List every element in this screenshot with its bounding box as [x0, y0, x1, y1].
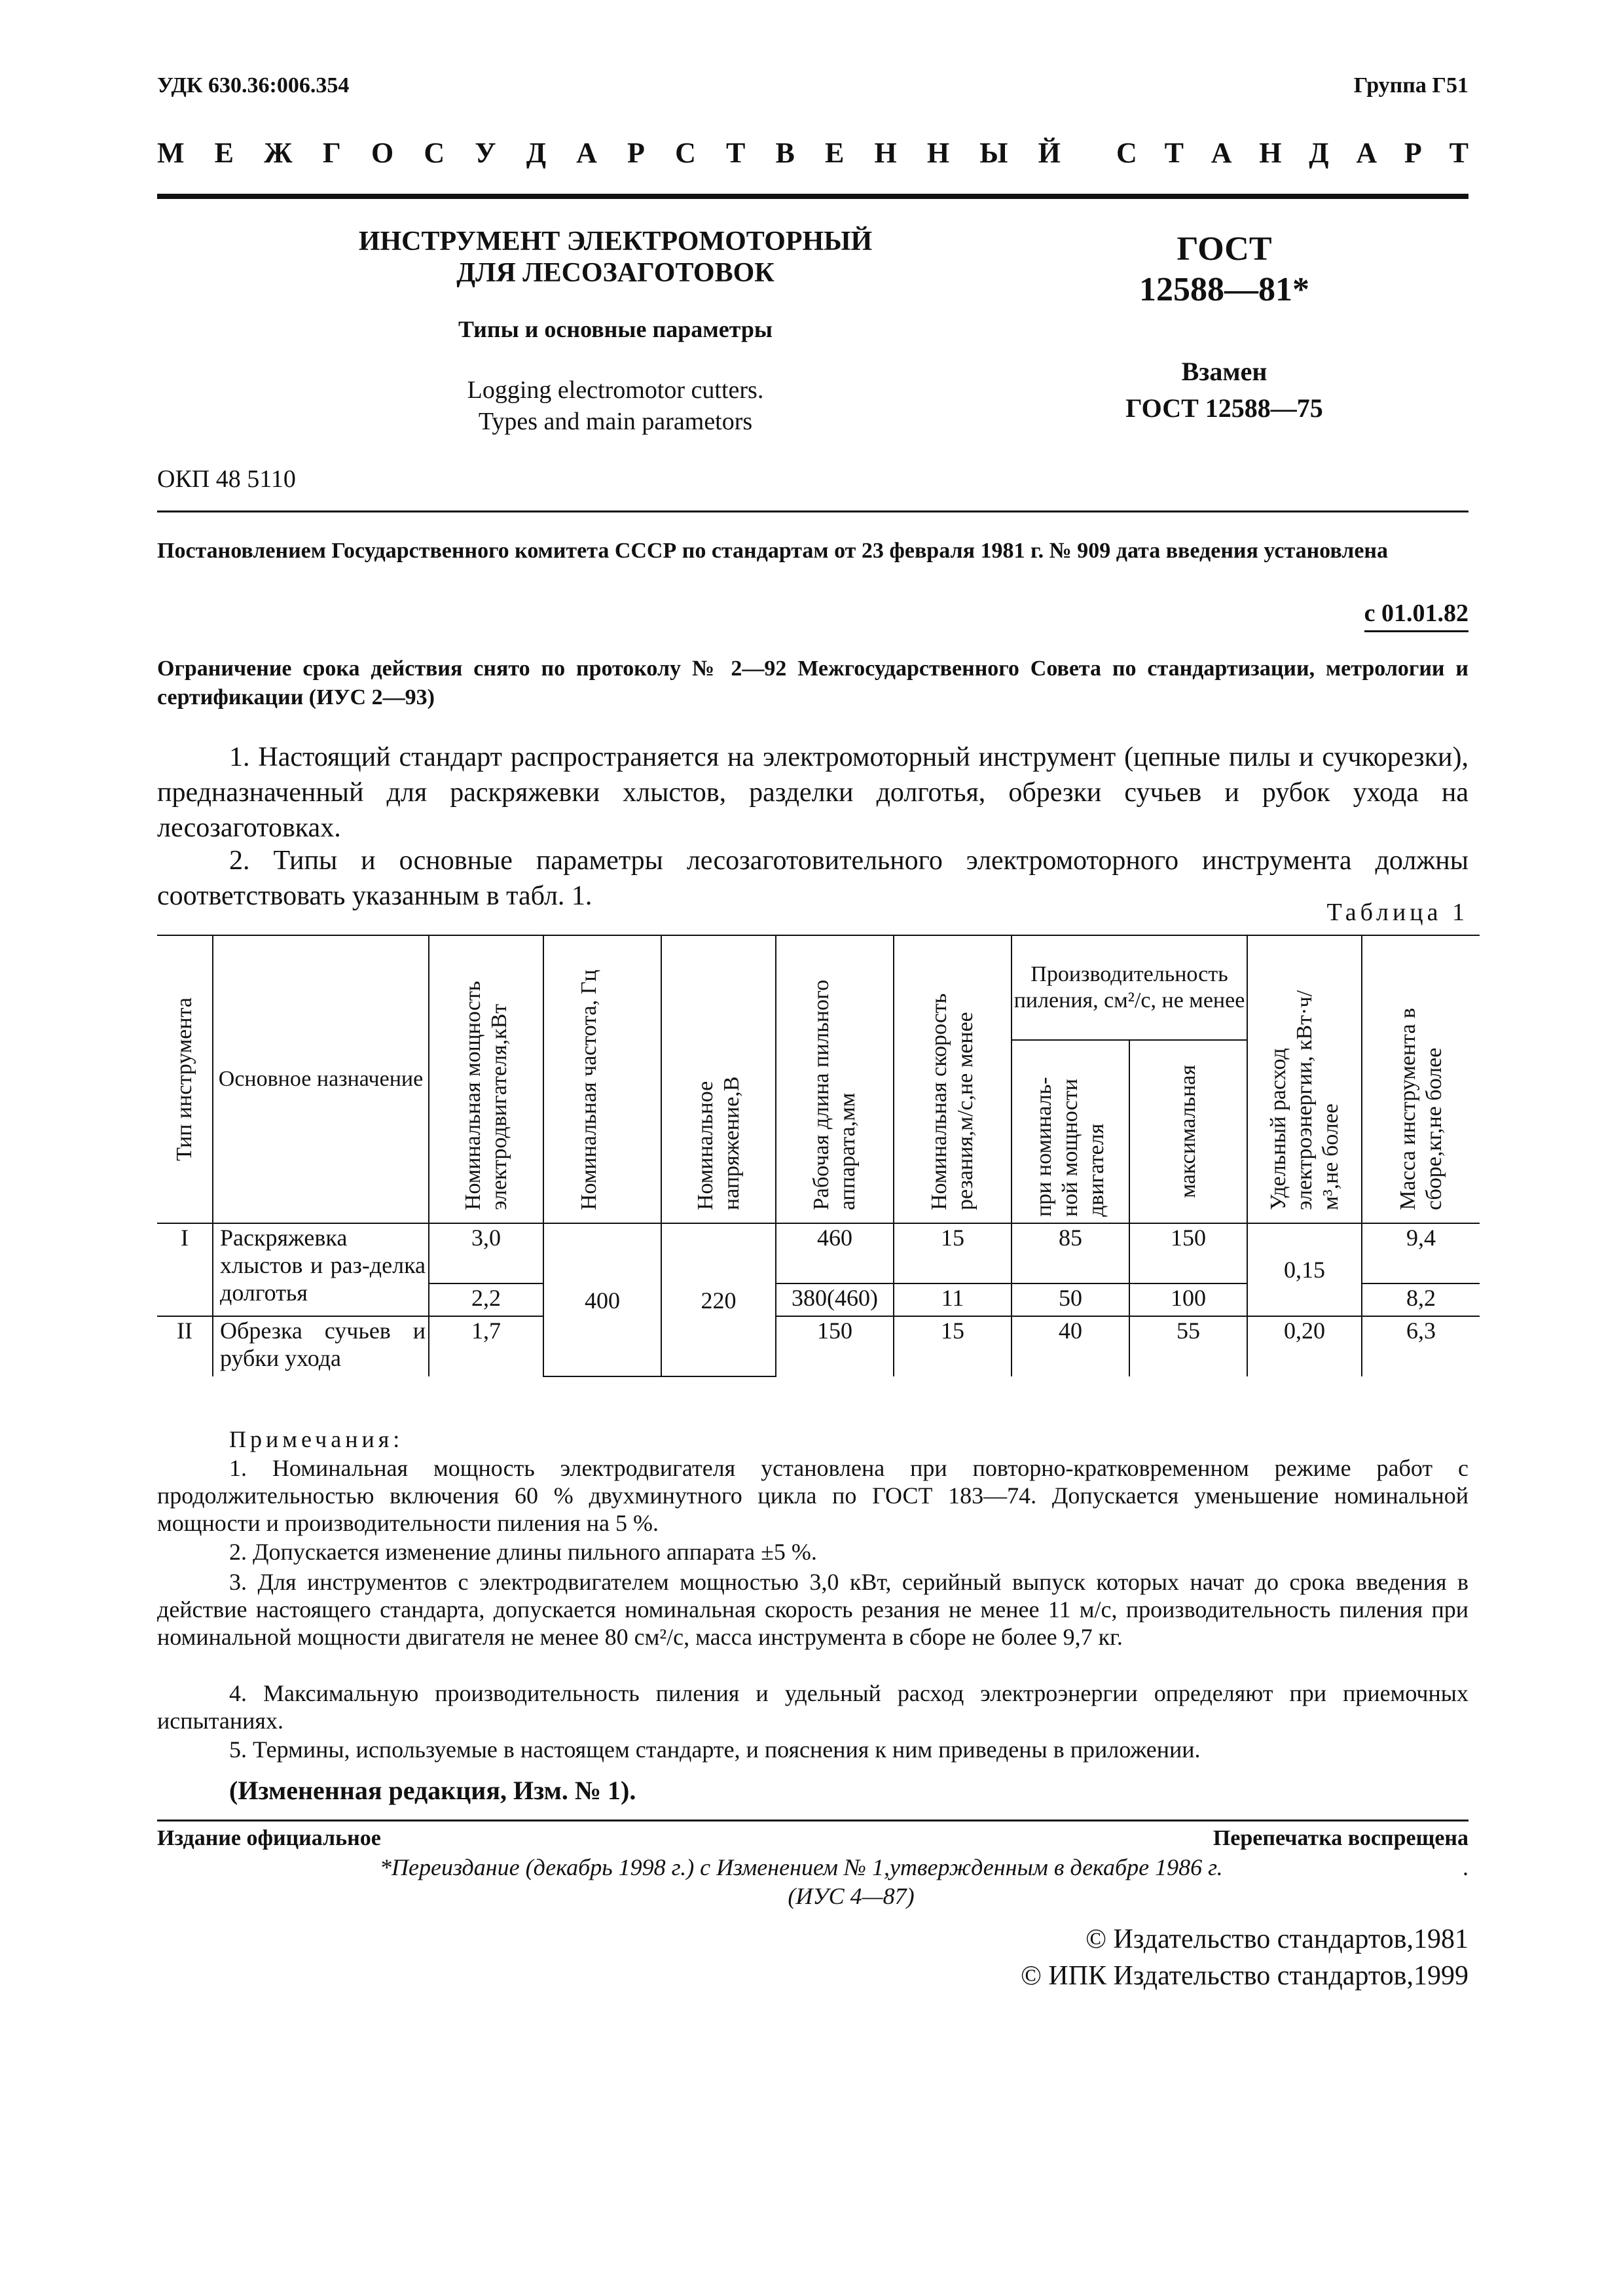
cell-energy-1: 0,15 [1247, 1223, 1362, 1316]
reprint-prohibited: Перепечатка воспрещена [1213, 1826, 1468, 1850]
header-frequency: Номинальная частота, Гц [543, 935, 661, 1223]
interstate-letter: Ы [979, 137, 1008, 169]
cell-speed-1a: 15 [894, 1223, 1012, 1283]
note-3: 3. Для инструментов с электродвигателем мощностью 3,0 кВт, серийный выпуск которых начат до срока введения в действие настоящего стандарта, допускается номинальная скорость резания не менее 11 м/с, производительность пиления при номинальной мощности двигателя не менее 80 см²/с, масса инструмента в сборе не более 9,7 кг. [157, 1569, 1468, 1650]
interstate-letter: Т [726, 137, 746, 169]
amendment-note: (Измененная редакция, Изм. № 1). [229, 1776, 636, 1805]
header-energy: Удельный расход электроэнергии, кВт·ч/м³,не более [1247, 935, 1362, 1223]
top-rule [157, 194, 1468, 199]
interstate-letter: Ж [264, 137, 293, 169]
interstate-letter: М [157, 137, 185, 169]
title-rule [157, 511, 1468, 512]
cell-purpose-2: Обрезка сучьев и рубки ухода [213, 1316, 429, 1376]
note-1: 1. Номинальная мощность электродвигателя установлена при повторно-кратковременном режиме работ с продолжительностью включения 60 % двухминутного цикла по ГОСТ 183—74. Допускается уменьшение номинальной мощности и производительности пиления на 5 %. [157, 1455, 1468, 1536]
reissue-note: *Переиздание (декабрь 1998 г.) с Изменением № 1,утвержденным в декабре 1986 г. [380, 1854, 1223, 1880]
cell-purpose-1: Раскряжевка хлыстов и раз-делка долготья [213, 1223, 429, 1316]
header-length: Рабочая длина пильного аппарата,мм [776, 935, 894, 1223]
header-prod-max: максимальная [1129, 1040, 1247, 1223]
cell-length-1b: 380(460) [776, 1283, 894, 1316]
copyright-1999: © ИПК Издательство стандартов,1999 [1020, 1961, 1468, 1991]
standard-letter: С [1116, 137, 1137, 169]
cell-prod-max-1b: 100 [1129, 1283, 1247, 1316]
interstate-letter: Д [526, 137, 546, 169]
interstate-letter: В [775, 137, 795, 169]
okp-code: ОКП 48 5110 [157, 465, 296, 493]
paragraph-1: 1. Настоящий стандарт распространяется на электромоторный инструмент (цепные пилы и сучкорезки), предназначенный для раскряжевки хлыстов, разделки долготья, обрезки сучьев и рубок ухода на лесозаготовках. [157, 742, 1468, 843]
cell-prod-nom-2: 40 [1012, 1316, 1129, 1376]
note-4: 4. Максимальную производительность пиления и удельный расход электроэнергии определяют при приемочных испытаниях. [157, 1680, 1468, 1734]
standard-letter: Н [1259, 137, 1282, 169]
header-type: Тип инструмента [157, 935, 213, 1223]
gost-number-block: ГОСТ 12588—81* [1139, 230, 1309, 308]
standard-letter: А [1211, 137, 1232, 169]
interstate-letter: Г [322, 137, 341, 169]
cell-mass-2: 6,3 [1362, 1316, 1480, 1376]
parameters-table [157, 935, 1480, 1377]
interstate-letter: С [675, 137, 696, 169]
doc-title: ИНСТРУМЕНТ ЭЛЕКТРОМОТОРНЫЙ ДЛЯ ЛЕСОЗАГОТОВОК [358, 226, 873, 288]
note-5: 5. Термины, используемые в настоящем стандарте, и пояснения к ним приведены в приложении. [229, 1736, 1201, 1763]
paragraph-2: 2. Типы и основные параметры лесозаготовительного электромоторного инструмента должны соответствовать указанным в табл. 1. [157, 846, 1468, 911]
header-mass: Масса инструмента в сборе,кг,не более [1362, 935, 1480, 1223]
cell-mass-1a: 9,4 [1362, 1223, 1480, 1283]
header-power: Номинальная мощность электродвигателя,кВт [429, 935, 543, 1223]
header-speed: Номинальная скорость резания,м/с,не менее [894, 935, 1012, 1223]
interstate-letter: Е [825, 137, 845, 169]
cell-energy-2: 0,20 [1247, 1316, 1362, 1376]
cell-prod-nom-1a: 85 [1012, 1223, 1129, 1283]
header-prod-nominal: при номиналь-ной мощности двигателя [1012, 1040, 1129, 1223]
standard-letter: Р [1404, 137, 1422, 169]
cell-mass-1b: 8,2 [1362, 1283, 1480, 1316]
interstate-letter: У [475, 137, 496, 169]
table-caption: Таблица 1 [1326, 899, 1468, 926]
cell-power-2: 1,7 [429, 1316, 543, 1376]
cell-speed-2: 15 [894, 1316, 1012, 1376]
standard-letter: А [1356, 137, 1377, 169]
doc-subtitle: Типы и основные параметры [458, 316, 773, 342]
interstate-letter: Й [1038, 137, 1061, 169]
header-voltage: Номинальное напряжение,В [661, 935, 776, 1223]
ius-reference: (ИУС 4—87) [788, 1883, 915, 1909]
header-productivity: Производительность пиления, см²/с, не менее [1012, 935, 1247, 1040]
interstate-letter: С [424, 137, 445, 169]
decree-text: Постановлением Государственного комитета СССР по стандартам от 23 февраля 1981 г. № 909 дата введения установлена [157, 539, 1388, 563]
standard-letter: Т [1164, 137, 1184, 169]
cell-speed-1b: 11 [894, 1283, 1012, 1316]
header-purpose: Основное назначение [213, 935, 429, 1223]
standard-letter: Т [1449, 137, 1468, 169]
cell-power-1b: 2,2 [429, 1283, 543, 1316]
cell-prod-nom-1b: 50 [1012, 1283, 1129, 1316]
group-code: Группа Г51 [1353, 73, 1468, 98]
interstate-letter: А [576, 137, 597, 169]
english-title: Logging electromotor cutters. Types and main parametors [467, 376, 764, 435]
copyright-1981: © Издательство стандартов,1981 [1085, 1924, 1468, 1954]
cell-length-2: 150 [776, 1316, 894, 1376]
replaces-block: Взамен ГОСТ 12588—75 [1125, 357, 1323, 423]
footer-rule [157, 1820, 1468, 1821]
interstate-letter: Н [926, 137, 950, 169]
cell-length-1a: 460 [776, 1223, 894, 1283]
official-edition: Издание официальное [157, 1826, 381, 1850]
interstate-letter: Р [627, 137, 645, 169]
standard-heading [1116, 136, 1468, 170]
udk-code: УДК 630.36:006.354 [157, 73, 350, 98]
note-2: 2. Допускается изменение длины пильного аппарата ±5 %. [229, 1539, 817, 1565]
standard-letter: Д [1309, 137, 1329, 169]
interstate-letter: О [371, 137, 394, 169]
interstate-letter: Н [874, 137, 897, 169]
introduction-date: с 01.01.82 [1364, 599, 1468, 632]
notes-title: Примечания: [229, 1426, 404, 1452]
cell-type-2: II [157, 1316, 213, 1376]
limitation-text: Ограничение срока действия снято по протоколу № 2—92 Межгосударственного Совета по стандартизации, метрологии и сертификации (ИУС 2—93) [157, 656, 1468, 709]
interstate-heading [157, 136, 1061, 170]
cell-prod-max-2: 55 [1129, 1316, 1247, 1376]
cell-frequency: 400 [543, 1223, 661, 1376]
cell-voltage: 220 [661, 1223, 776, 1376]
cell-power-1a: 3,0 [429, 1223, 543, 1283]
cell-prod-max-1a: 150 [1129, 1223, 1247, 1283]
reissue-dot: . [1463, 1854, 1468, 1880]
interstate-letter: Е [214, 137, 234, 169]
cell-type-1: I [157, 1223, 213, 1316]
